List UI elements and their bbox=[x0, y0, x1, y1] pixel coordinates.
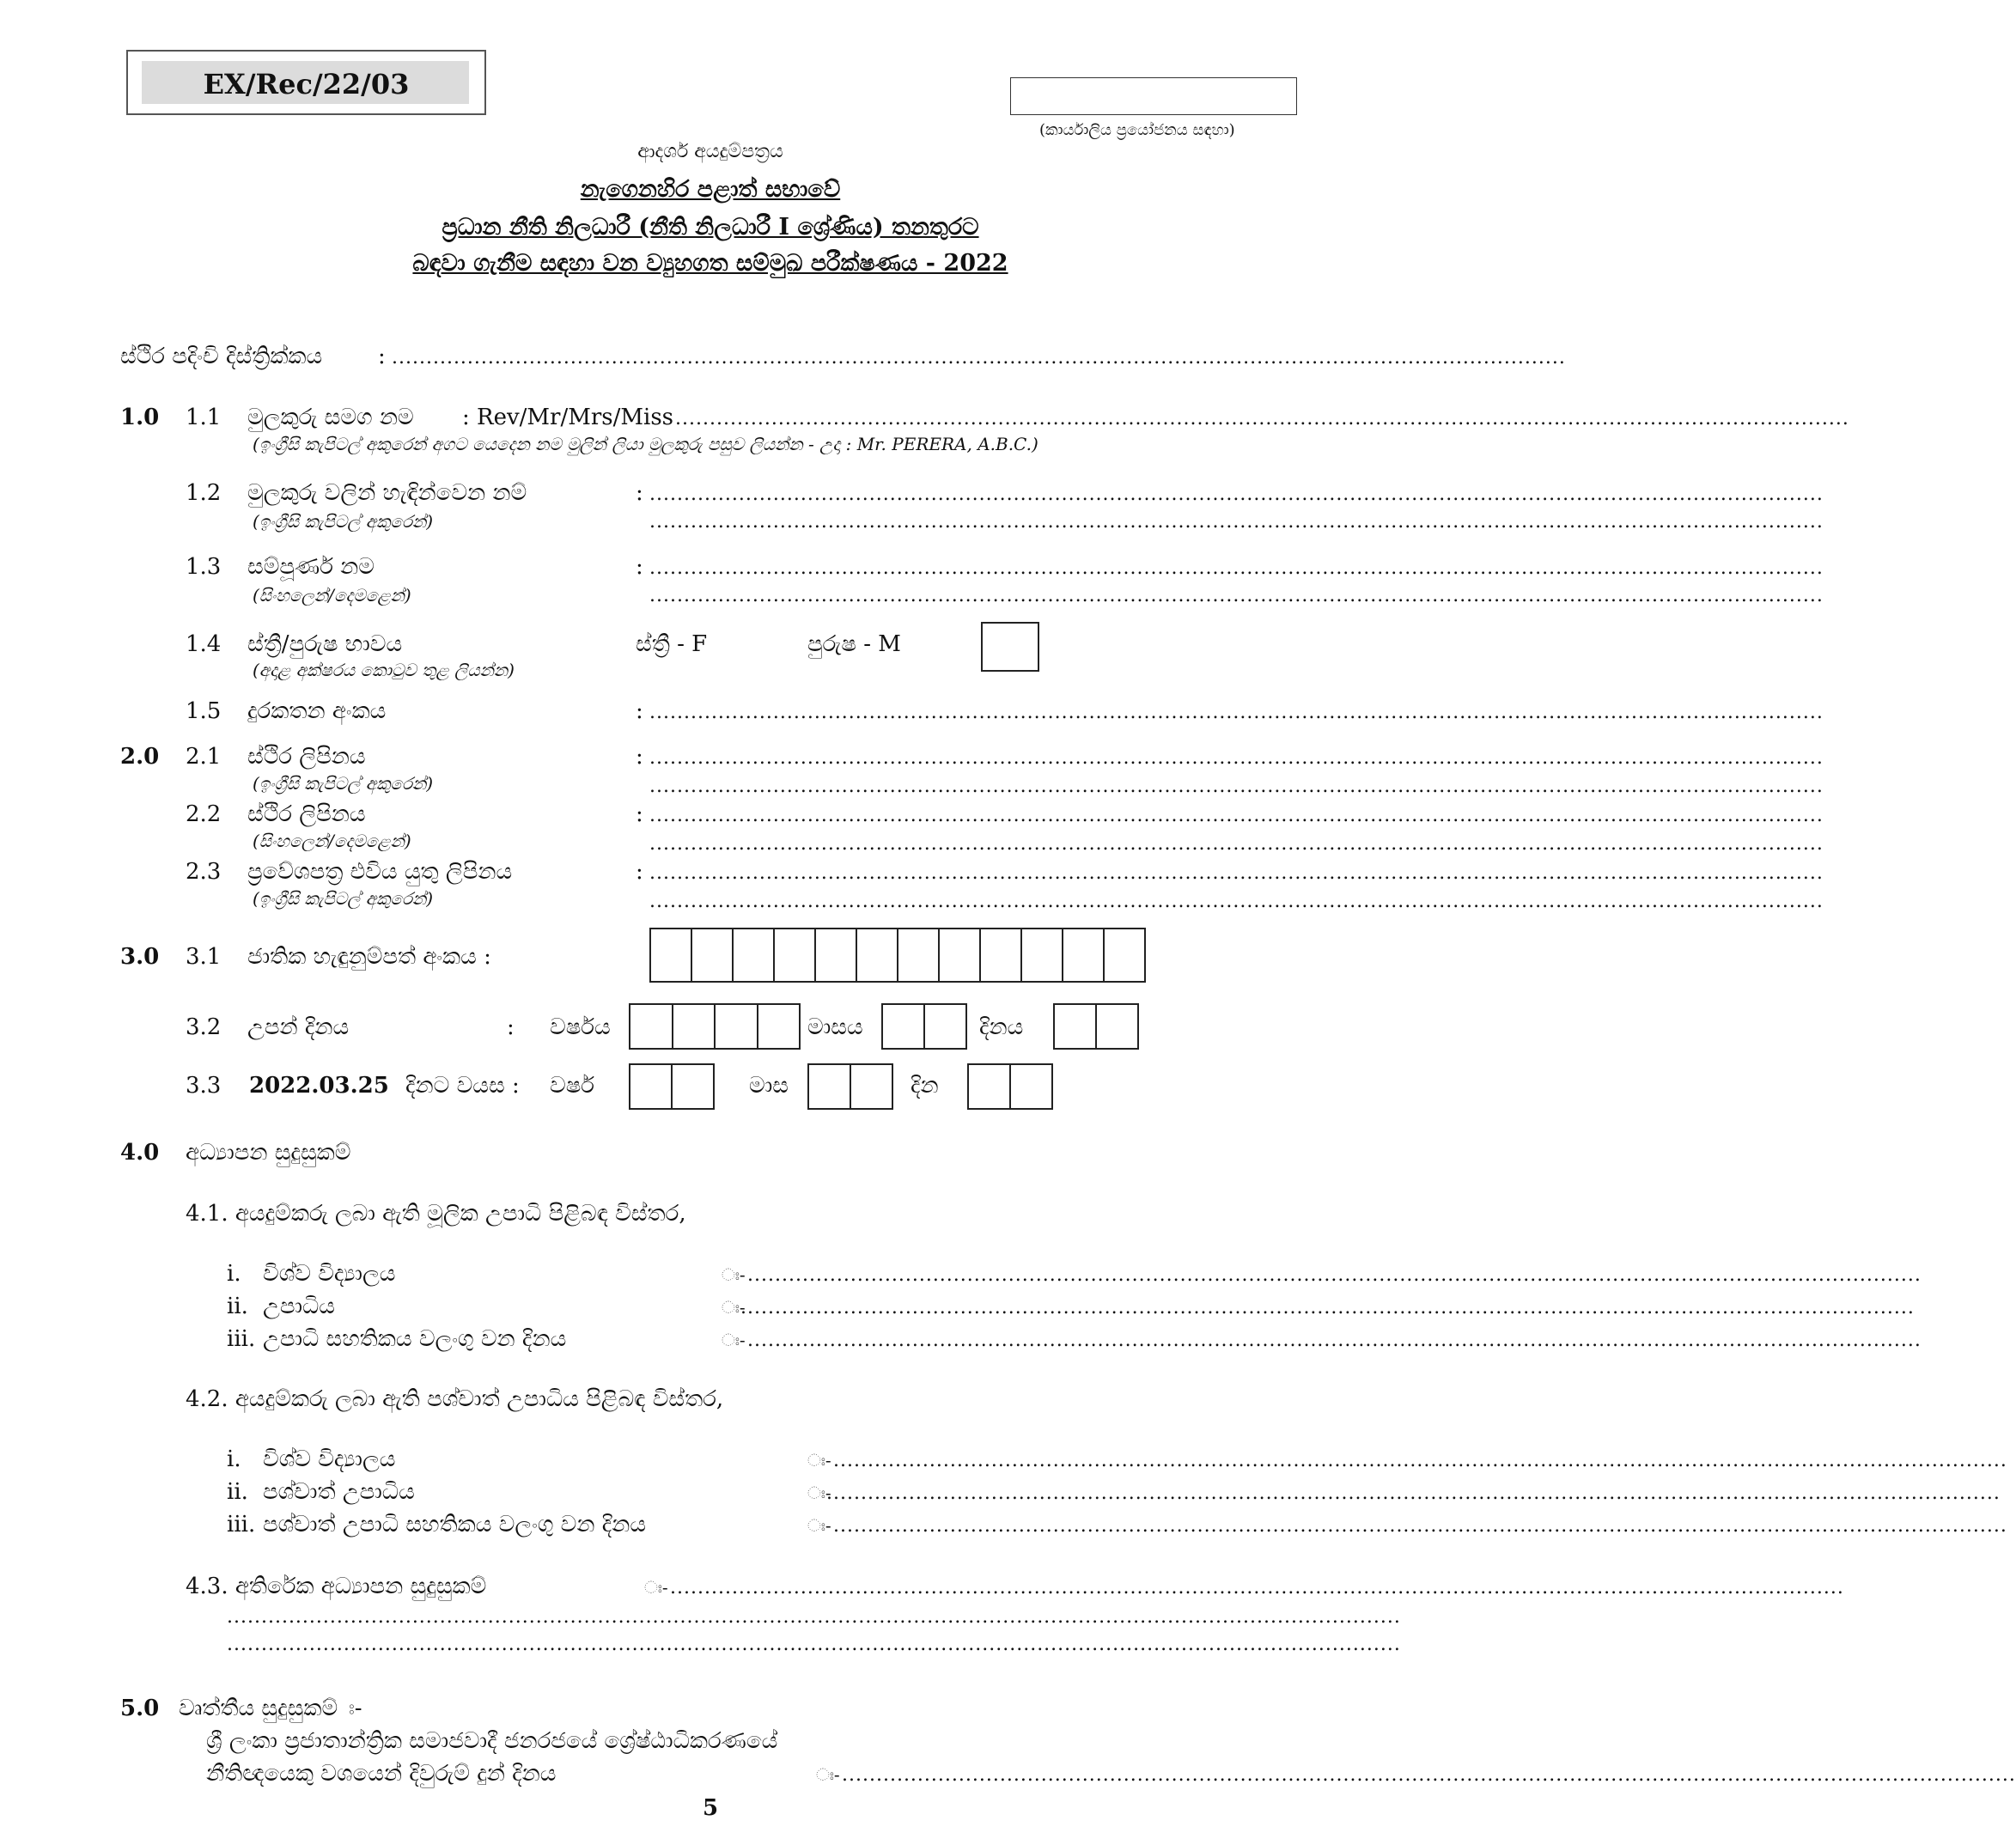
age-years-label: වර්ෂ bbox=[550, 1073, 595, 1099]
names-by-initials-field-1[interactable]: ........................................................................................................................................................................... bbox=[649, 484, 1824, 505]
model-application-label: ආදර්ශ අයදුම්පත්‍රය bbox=[637, 141, 783, 162]
birth-year-digit-box[interactable] bbox=[630, 1005, 673, 1048]
reference-code-box bbox=[126, 50, 486, 115]
birth-day-digit-box[interactable] bbox=[1055, 1005, 1097, 1048]
section-5-line-2: නීතිඥයෙකු වශයෙන් දිවුරුම් දුන් දිනය bbox=[206, 1761, 557, 1787]
nic-digit-box[interactable] bbox=[1063, 929, 1105, 981]
age-months-digit-box[interactable] bbox=[851, 1065, 892, 1108]
nic-digit-box[interactable] bbox=[940, 929, 981, 981]
item-2-3-number: 2.3 bbox=[186, 859, 222, 885]
item-1-1-label: මුලකුරු සමග නම bbox=[247, 405, 414, 430]
birth-month-boxes[interactable] bbox=[881, 1003, 967, 1050]
section-5-number: 5.0 bbox=[120, 1696, 160, 1721]
nic-digit-box[interactable] bbox=[734, 929, 775, 981]
item-2-1-number: 2.1 bbox=[186, 744, 222, 770]
q42-iii-sep: ඃ- bbox=[807, 1515, 831, 1536]
permanent-address-en-field-2[interactable]: ........................................................................................................................................................................... bbox=[649, 776, 1824, 797]
q42-i-sep: ඃ- bbox=[807, 1450, 831, 1471]
birth-year-digit-box[interactable] bbox=[758, 1005, 800, 1048]
q41-i-label: විශ්ව විද්‍යාලය bbox=[263, 1261, 396, 1287]
names-by-initials-field-2[interactable]: ........................................................................................................................................................................... bbox=[649, 511, 1824, 533]
birth-month-digit-box[interactable] bbox=[883, 1005, 925, 1048]
gender-box[interactable] bbox=[981, 622, 1039, 672]
birth-month-label: මාසය bbox=[807, 1014, 863, 1040]
full-name-field-1[interactable]: ........................................................................................................................................................................... bbox=[649, 557, 1824, 579]
reference-code: EX/Rec/22/03 bbox=[203, 68, 410, 100]
item-1-5-label: දුරකතන අංකය bbox=[247, 698, 387, 724]
section-5-title: වෘත්තීය සුදුසුකම් ඃ- bbox=[179, 1696, 362, 1721]
q41-i-roman: i. bbox=[227, 1261, 241, 1287]
additional-qualifications-field-2[interactable]: ........................................................................................................................................................................... bbox=[227, 1606, 1401, 1628]
q42-ii-label: පශ්චාත් උපාධිය bbox=[263, 1479, 415, 1505]
item-1-4-number: 1.4 bbox=[186, 631, 222, 657]
nic-digit-box[interactable] bbox=[651, 929, 692, 981]
q41-iii-roman: iii. bbox=[227, 1326, 256, 1352]
birth-year-boxes[interactable] bbox=[629, 1003, 801, 1050]
nic-digit-box[interactable] bbox=[1022, 929, 1063, 981]
item-1-1-hint: (ඉංග්‍රීසි කැපිටල් අකුරෙන් අගට යෙදෙන නම මුලින් ලියා මුලකුරු පසුව ලියන්න - උදා : Mr. PERERA, A.B.C.) bbox=[253, 434, 1038, 454]
q42-certificate-date-field[interactable]: ........................................................................................................................................................................... bbox=[833, 1515, 2007, 1537]
q41-i-sep: ඃ- bbox=[722, 1264, 746, 1285]
permanent-address-si-field-1[interactable]: ........................................................................................................................................................................... bbox=[649, 805, 1824, 826]
item-2-2-colon: : bbox=[636, 801, 643, 827]
q42-university-field[interactable]: ........................................................................................................................................................................... bbox=[833, 1450, 2007, 1471]
q42-postgrad-degree-field[interactable]: ........................................................................................................................................................................... bbox=[826, 1483, 2001, 1504]
q41-certificate-date-field[interactable]: ........................................................................................................................................................................... bbox=[747, 1330, 1922, 1351]
birth-month-digit-box[interactable] bbox=[925, 1005, 965, 1048]
item-2-2-label: ස්ථිර ලිපිනය bbox=[247, 801, 366, 827]
district-field[interactable]: ........................................................................................................................................................................... bbox=[392, 347, 1566, 368]
age-years-digit-box[interactable] bbox=[673, 1065, 713, 1108]
age-days-digit-box[interactable] bbox=[1011, 1065, 1051, 1108]
item-3-1-number: 3.1 bbox=[186, 944, 222, 970]
q42-i-roman: i. bbox=[227, 1446, 241, 1472]
title-options: : Rev/Mr/Mrs/Miss bbox=[462, 405, 674, 430]
birth-year-digit-box[interactable] bbox=[673, 1005, 716, 1048]
nic-digit-box[interactable] bbox=[775, 929, 816, 981]
q41-iii-sep: ඃ- bbox=[722, 1330, 746, 1350]
age-months-boxes[interactable] bbox=[807, 1063, 893, 1110]
age-days-label: දින bbox=[911, 1073, 939, 1099]
district-separator: : bbox=[378, 344, 386, 369]
birth-year-label: වර්ෂය bbox=[550, 1014, 611, 1040]
female-option: ස්ත්‍රී - F bbox=[636, 631, 708, 657]
age-months-label: මාස bbox=[749, 1073, 789, 1099]
item-3-2-colon: : bbox=[507, 1014, 515, 1040]
item-2-3-colon: : bbox=[636, 859, 643, 885]
birth-day-boxes[interactable] bbox=[1053, 1003, 1139, 1050]
nic-digit-box[interactable] bbox=[816, 929, 857, 981]
name-with-initials-field[interactable]: ........................................................................................................................................................................... bbox=[675, 408, 1849, 429]
page-title-1: නැගෙනහිර පළාත් සභාවේ bbox=[580, 176, 841, 203]
item-2-3-hint: (ඉංග්‍රීසි කැපිටල් අකුරෙන්) bbox=[253, 888, 434, 909]
q42-ii-roman: ii. bbox=[227, 1479, 248, 1505]
age-days-digit-box[interactable] bbox=[969, 1065, 1011, 1108]
page-title-3: බඳවා ගැනීම සඳහා වන ව්‍යුහගත සම්මුඛ පරීක්ෂණය - 2022 bbox=[412, 250, 1008, 277]
section-1-number: 1.0 bbox=[120, 405, 160, 430]
q41-university-field[interactable]: ........................................................................................................................................................................... bbox=[747, 1264, 1922, 1286]
male-option: පුරුෂ - M bbox=[807, 631, 901, 657]
item-1-2-number: 1.2 bbox=[186, 480, 222, 506]
item-2-1-label: ස්ථිර ලිපිනය bbox=[247, 744, 366, 770]
age-reference-date: 2022.03.25 bbox=[249, 1073, 389, 1099]
page-number: 5 bbox=[702, 1795, 719, 1821]
q41-ii-sep: ඃ- bbox=[722, 1297, 746, 1318]
office-use-label: (කාර්යාලිය ප්‍රයෝජනය සඳහා) bbox=[1039, 121, 1235, 139]
full-name-field-2[interactable]: ........................................................................................................................................................................... bbox=[649, 585, 1824, 606]
q41-degree-field[interactable]: ........................................................................................................................................................................... bbox=[740, 1297, 1915, 1318]
office-use-box[interactable] bbox=[1010, 77, 1297, 115]
item-1-3-number: 1.3 bbox=[186, 554, 222, 580]
section-5-sep: ඃ- bbox=[816, 1764, 840, 1785]
item-3-1-label: ජාතික හැඳුනුම්පත් අංකය : bbox=[247, 944, 491, 970]
item-1-3-colon: : bbox=[636, 554, 643, 580]
item-2-2-hint: (සිංහලෙන්/දෙමළෙන්) bbox=[253, 831, 411, 851]
permanent-address-si-field-2[interactable]: ........................................................................................................................................................................... bbox=[649, 833, 1824, 855]
page-title-2: ප්‍රධාන නීති නිලධාරී (නීති නිලධාරී I ශ්‍රේණිය) තනතුරට bbox=[442, 214, 979, 241]
section-2-number: 2.0 bbox=[120, 744, 160, 770]
telephone-field[interactable]: ........................................................................................................................................................................... bbox=[649, 702, 1824, 723]
district-label: ස්ථිර පදිංචි දිස්ත්‍රික්කය bbox=[120, 344, 323, 369]
item-1-5-colon: : bbox=[636, 698, 643, 724]
item-2-2-number: 2.2 bbox=[186, 801, 222, 827]
birth-day-label: දිනය bbox=[979, 1014, 1024, 1040]
q41-iii-label: උපාධි සහතිකය වලංගු වන දිනය bbox=[263, 1326, 567, 1352]
nic-digit-box[interactable] bbox=[981, 929, 1022, 981]
admission-address-field-2[interactable]: ........................................................................................................................................................................... bbox=[649, 891, 1824, 912]
item-1-3-hint: (සිංහලෙන්/දෙමළෙන්) bbox=[253, 585, 411, 606]
item-1-2-label: මුලකුරු වලින් හැඳින්වෙන නම් bbox=[247, 480, 527, 506]
section-4-title: අධ්‍යාපන සුදුසුකම් bbox=[186, 1140, 351, 1166]
birth-year-digit-box[interactable] bbox=[716, 1005, 758, 1048]
oath-date-field[interactable]: ........................................................................................................................................................................... bbox=[842, 1764, 2016, 1786]
item-3-3-number: 3.3 bbox=[186, 1073, 222, 1099]
age-days-boxes[interactable] bbox=[967, 1063, 1053, 1110]
item-3-3-label: දිනට වයස : bbox=[405, 1073, 520, 1099]
item-3-2-number: 3.2 bbox=[186, 1014, 222, 1040]
q41-ii-label: උපාධිය bbox=[263, 1294, 335, 1319]
item-2-1-hint: (ඉංග්‍රීසි කැපිටල් අකුරෙන්) bbox=[253, 773, 434, 794]
nic-digit-box[interactable] bbox=[1105, 929, 1144, 981]
q43-sep: ඃ- bbox=[644, 1577, 668, 1598]
q42-iii-roman: iii. bbox=[227, 1512, 256, 1538]
nic-digit-box[interactable] bbox=[857, 929, 898, 981]
section-3-number: 3.0 bbox=[120, 944, 160, 970]
item-1-4-label: ස්ත්‍රී/පුරුෂ භාවය bbox=[247, 631, 403, 657]
permanent-address-en-field-1[interactable]: ........................................................................................................................................................................... bbox=[649, 747, 1824, 769]
section-4-number: 4.0 bbox=[120, 1140, 160, 1166]
q42-ii-sep: ඃ- bbox=[807, 1483, 831, 1503]
item-1-4-hint: (අදාළ අක්ෂරය කොටුව තුළ ලියන්න) bbox=[253, 660, 515, 680]
question-4-2: 4.2. අයදුම්කරු ලබා ඇති පශ්චාත් උපාධිය පිළිබඳ විස්තර, bbox=[186, 1386, 724, 1412]
birth-day-digit-box[interactable] bbox=[1097, 1005, 1137, 1048]
age-years-boxes[interactable] bbox=[629, 1063, 715, 1110]
item-1-1-number: 1.1 bbox=[186, 405, 222, 430]
section-5-line-1: ශ්‍රී ලංකා ප්‍රජාතාන්ත්‍රික සමාජවාදී ජනරජයේ ශ්‍රේෂ්ඨාධිකරණයේ bbox=[206, 1728, 778, 1754]
question-4-1: 4.1. අයදුම්කරු ලබා ඇති මූලික උපාධි පිළිබඳ විස්තර, bbox=[186, 1201, 686, 1227]
item-2-1-colon: : bbox=[636, 744, 643, 770]
q42-i-label: විශ්ව විද්‍යාලය bbox=[263, 1446, 396, 1472]
nic-digit-box[interactable] bbox=[692, 929, 734, 981]
q42-iii-label: පශ්චාත් උපාධි සහතිකය වලංගු වන දිනය bbox=[263, 1512, 647, 1538]
item-1-3-label: සම්පූර්ණ නම bbox=[247, 554, 375, 580]
item-1-2-colon: : bbox=[636, 480, 643, 506]
item-1-2-hint: (ඉංග්‍රීසි කැපිටල් අකුරෙන්) bbox=[253, 511, 434, 532]
item-2-3-label: ප්‍රවේශපත්‍ර එවිය යුතු ලිපිනය bbox=[247, 859, 513, 885]
age-years-digit-box[interactable] bbox=[630, 1065, 673, 1108]
item-3-2-label: උපන් දිනය bbox=[247, 1014, 350, 1040]
age-months-digit-box[interactable] bbox=[809, 1065, 851, 1108]
additional-qualifications-field-1[interactable]: ........................................................................................................................................................................... bbox=[670, 1577, 1844, 1598]
admission-address-field-1[interactable]: ........................................................................................................................................................................... bbox=[649, 862, 1824, 884]
q41-ii-roman: ii. bbox=[227, 1294, 248, 1319]
nic-number-boxes[interactable] bbox=[649, 928, 1146, 983]
nic-digit-box[interactable] bbox=[898, 929, 940, 981]
question-4-3: 4.3. අතිරේක අධ්‍යාපන සුදුසුකම් bbox=[186, 1574, 487, 1599]
additional-qualifications-field-3[interactable]: ........................................................................................................................................................................... bbox=[227, 1634, 1401, 1655]
item-1-5-number: 1.5 bbox=[186, 698, 222, 724]
